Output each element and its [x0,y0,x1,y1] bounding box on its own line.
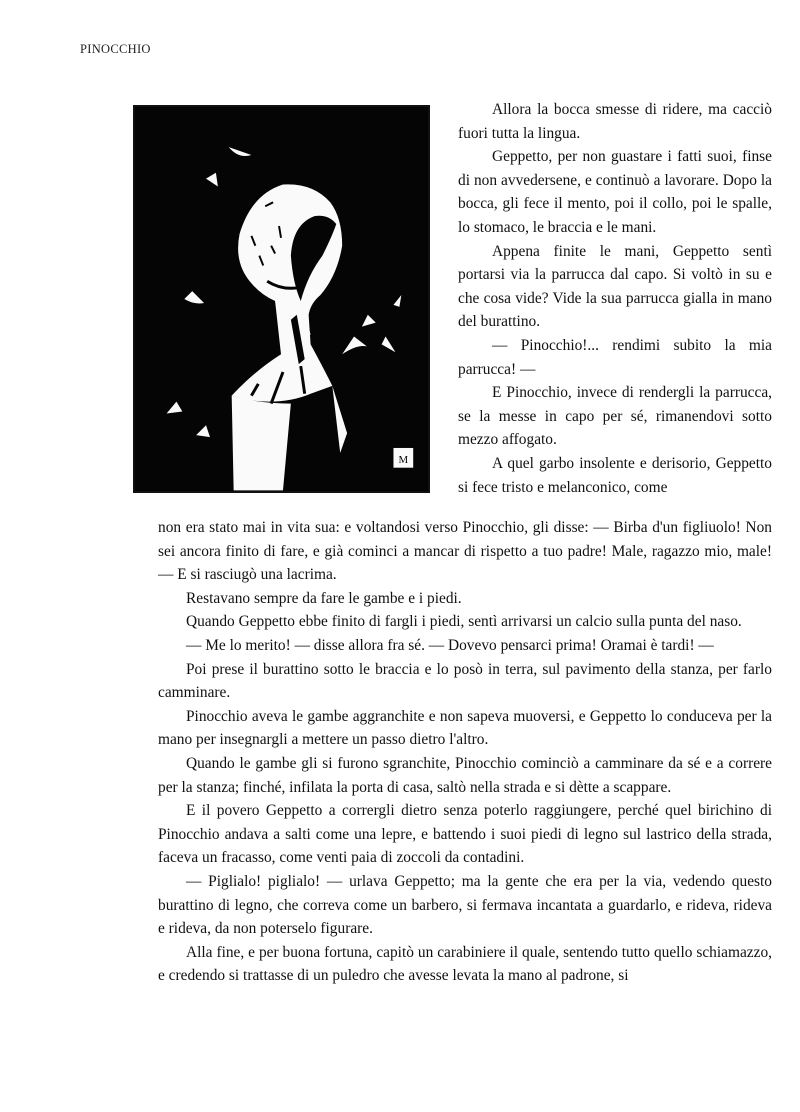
paragraph: Quando le gambe gli si furono sgranchite, Pinocchio cominciò a camminare da sé e a correre per la stanza; finché, infilata la porta di casa, saltò nella strada e si dètte a scappare. [158,754,772,796]
paragraph: — Me lo merito! — disse allora fra sé. — Dovevo pensarci prima! Oramai è tardi! — [186,636,714,654]
paragraph: Geppetto, per non guastare i fatti suoi, finse di non avvedersene, e continuò a lavorare. Dopo la bocca, gli fece il mento, poi il collo, poi le spalle, lo stomaco, le braccia e le mani. [458,148,772,236]
svg-text:M: M [398,453,409,466]
paragraph: Pinocchio aveva le gambe aggranchite e non sapeva muoversi, e Geppetto lo conduceva per la mano per insegnargli a mettere un passo dietro l'altro. [158,707,772,749]
right-column-text [458,98,772,499]
paragraph: E Pinocchio, invece di rendergli la parrucca, se la messe in capo per sé, rimanendovi sotto mezzo affogato. [458,384,772,449]
paragraph: — Pinocchio!... rendimi subito la mia parrucca! — [458,336,772,378]
paragraph: Restavano sempre da fare le gambe e i piedi. [186,589,462,607]
paragraph: Allora la bocca smesse di ridere, ma cacciò fuori tutta la lingua. [458,101,772,142]
paragraph: Poi prese il burattino sotto le braccia e lo posò in terra, sul pavimento della stanza, per farlo camminare. [158,660,772,702]
illustration-pinocchio-woodcut [133,105,430,493]
running-head: PINOCCHIO [80,42,151,56]
paragraph: E il povero Geppetto a corrergli dietro senza poterlo raggiungere, perché quel birichino di Pinocchio andava a salti come una lepre, e battendo i suoi piedi di legno sul lastrico della strada, faceva un fracasso, come venti paia di zoccoli da contadini. [158,802,772,867]
paragraph: Alla fine, e per buona fortuna, capitò un carabiniere il quale, sentendo tutto quello schiamazzo, e credendo si trattasse di un puledro che avesse levata la mano al padrone, si [158,943,772,985]
paragraph: — Piglialo! piglialo! — urlava Geppetto; ma la gente che era per la via, vedendo questo burattino di legno, che correva come un barbero, si fermava incantata a guardarlo, e rideva, rideva e rideva, da non poterselo figurare. [158,872,772,938]
paragraph: A quel garbo insolente e derisorio, Geppetto si fece tristo e melanconico, come [458,454,772,496]
paragraph: Quando Geppetto ebbe finito di fargli i piedi, sentì arrivarsi un calcio sulla punta del naso. [186,613,742,631]
paragraph: Appena finite le mani, Geppetto sentì portarsi via la parrucca dal capo. Si voltò in su e che cosa vide? Vide la sua parrucca gialla in mano del burattino. [458,242,772,331]
paragraph-continuation: non era stato mai in vita sua: e voltandosi verso Pinocchio, gli disse: — Birba d'un figliuolo! Non sei ancora finito di fare, e già cominci a mancar di rispetto a tuo padre! Male, ragazzo mio, male! — E si rasciugò una lacrima. [158,519,772,584]
full-width-text [158,516,772,988]
woodcut-figure-icon [135,107,428,491]
